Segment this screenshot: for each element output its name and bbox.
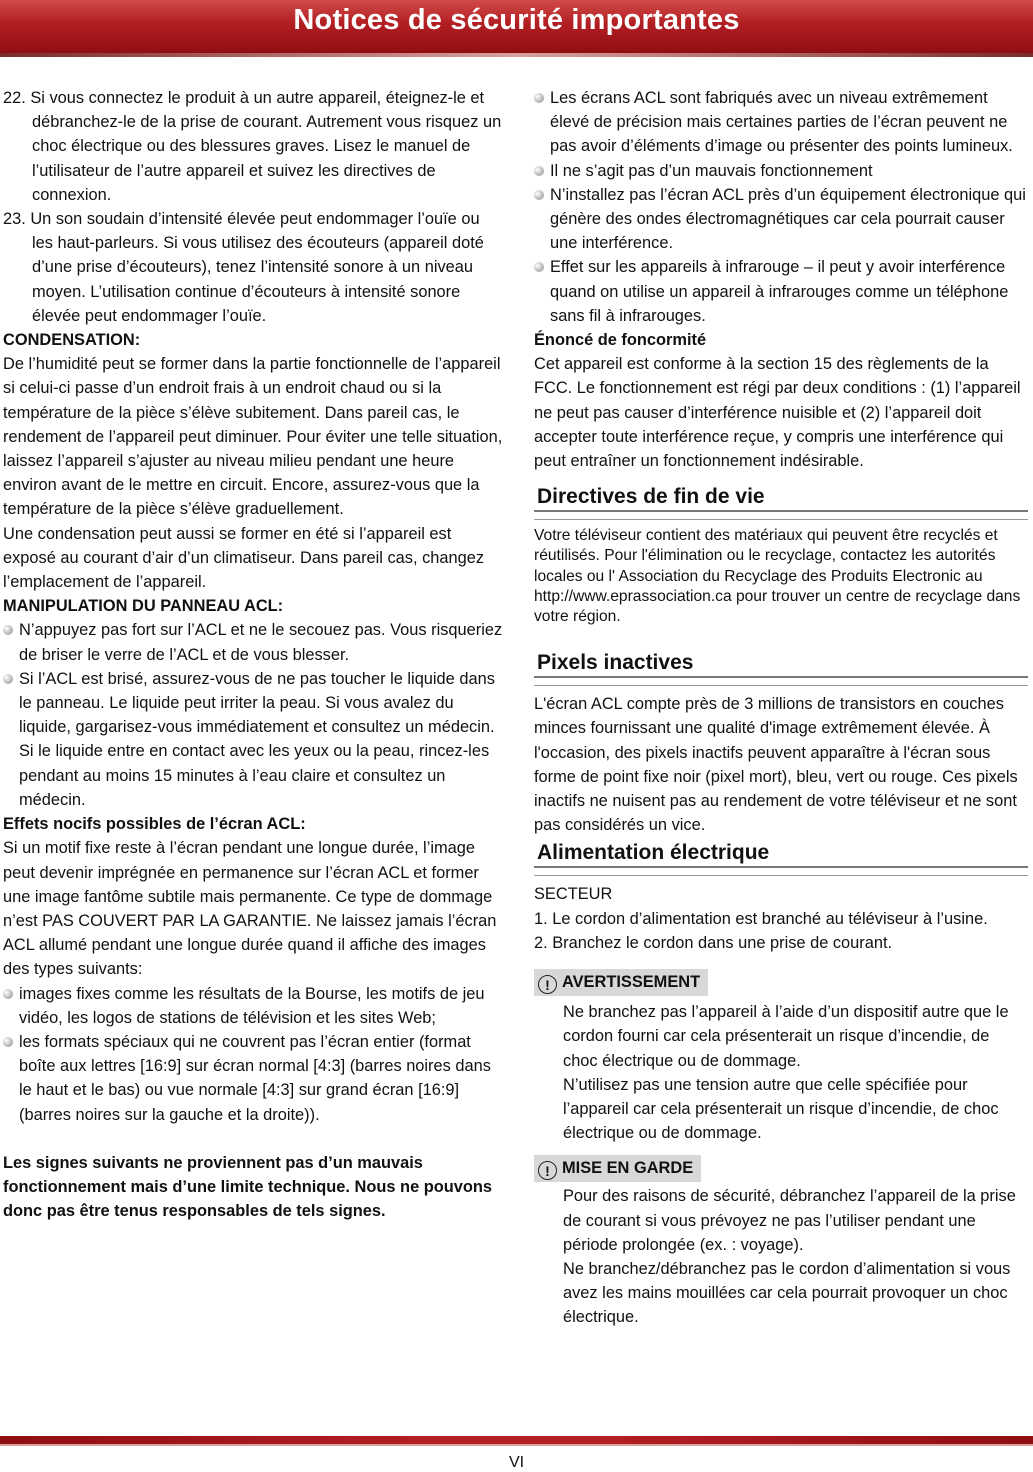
- footer-band: [0, 1436, 1033, 1444]
- effects-bullet-2: les formats spéciaux qui ne couvrent pas l’écran entier (format boîte aux lettres [16:9] sur écran normal [4:3] (barres noires dans le haut et le bas) ou vue normale [4:3] sur grand écran [16:9] (barres noires sur la gauche et la droite)).: [3, 1030, 503, 1127]
- panel-bullet-2: Si l’ACL est brisé, assurez-vous de ne pas toucher le liquide dans le panneau. Le liquide peut irriter la peau. Si vous avalez du liquide, gargarisez-vous immédiatement et consultez un médecin. Si le liquide entre en contact avec les yeux ou la peau, rincez-les pendant au moins 15 minutes à l’eau claire et consultez un médecin.: [3, 667, 503, 812]
- eol-title: Directives de fin de vie: [537, 485, 765, 509]
- power-title: Alimentation électrique: [537, 841, 770, 865]
- power-section-header: [534, 839, 1028, 876]
- power-secteur: SECTEUR: [534, 885, 613, 904]
- lcd-bullet-3: Effet sur les appareils à infrarouge – il peut y avoir interférence quand on utilise un appareil à infrarouges comme un téléphone sans fil à infrarouges.: [534, 255, 1028, 328]
- left-column: [3, 86, 503, 1223]
- pixels-rule: [534, 676, 1028, 686]
- warning-badge: [534, 969, 708, 996]
- caution-paragraph-1: Pour des raisons de sécurité, débranchez l’appareil de la prise de courant si vous prévoyez ne pas l’utiliser pendant une période prolongée (ex. : voyage).: [563, 1187, 1016, 1254]
- power-rule: [534, 866, 1028, 876]
- lcd-bullet-1-continued-text: Il ne s’agit pas d’un mauvais fonctionnement: [550, 161, 873, 180]
- power-step-2: 2. Branchez le cordon dans une prise de courant.: [534, 933, 893, 952]
- caution-badge: [534, 1155, 701, 1182]
- pixels-title: Pixels inactives: [537, 651, 694, 675]
- condensation-paragraph-2: Une condensation peut aussi se former en été si l’appareil est exposé au courant d’air d’un climatiseur. Dans pareil cas, changez l’emplacement de l’appareil.: [3, 524, 485, 592]
- effects-heading: Effets nocifs possibles de l’écran ACL:: [3, 815, 306, 834]
- warning-label: AVERTISSEMENT: [562, 973, 701, 992]
- caution-block: [534, 1184, 1028, 1329]
- page-title: Notices de sécurité importantes: [293, 4, 740, 36]
- eol-section-header: [534, 483, 1028, 520]
- pixels-paragraph: L'écran ACL compte près de 3 millions de transistors en couches minces fournissant une qualité d'image extrêmement élevée. À l'occasion, des pixels inactifs peuvent apparaître à l'écran sous forme de point fixe noir (pixel mort), bleu, vert ou rouge. Ces pixels inactifs ne nuisent pas au rendement de votre téléviseur et ne sont pas considérés un vice.: [534, 695, 1018, 835]
- header-divider: [0, 53, 1033, 57]
- warning-paragraph-2: N’utilisez pas une tension autre que celle spécifiée pour l’appareil car cela présenterait un risque d’incendie, de choc électrique ou de dommage.: [563, 1075, 999, 1143]
- item-23: 23. Un son soudain d’intensité élevée peut endommager l’ouïe ou les haut-parleurs. Si vous utilisez des écouteurs (appareil doté d’une prise d’écouteurs), tenez l’intensité sonore à un niveau moyen. L’utilisation continue d’écouteurs à intensité sonore élevée peut endommager l’ouïe.: [3, 210, 484, 325]
- condensation-heading: CONDENSATION:: [3, 331, 141, 350]
- right-column: [534, 86, 1028, 1330]
- conformity-heading: Énoncé de foncormité: [534, 331, 707, 350]
- power-step-1: 1. Le cordon d’alimentation est branché au téléviseur à l’usine.: [534, 909, 988, 928]
- warning-icon: !: [538, 975, 557, 994]
- technical-limit-note: Les signes suivants ne proviennent pas d’un mauvais fonctionnement mais d’une limite technique. Nous ne pouvons donc pas être tenus responsables de tels signes.: [3, 1153, 493, 1221]
- warning-paragraph-1: Ne branchez pas l’appareil à l’aide d’un dispositif autre que le cordon fourni car cela présenterait un risque d’incendie, de choc électrique ou de dommage.: [563, 1003, 1009, 1070]
- lcd-bullet-1: Les écrans ACL sont fabriqués avec un niveau extrêmement élevé de précision mais certaines parties de l’écran peuvent ne pas avoir d’éléments d’image ou présenter des points lumineux.: [534, 86, 1028, 159]
- effects-paragraph: Si un motif fixe reste à l’écran pendant une longue durée, l’image peut devenir imprégnée en permanence sur l’écran ACL et former une image fantôme subtile mais permanente. Ce type de dommage n’est PAS COUVERT PAR LA GARANTIE. Ne laissez jamais l’écran ACL allumé pendant une longue durée quand il affiche des images des types suivants:: [3, 839, 497, 979]
- panel-bullet-1: N’appuyez pas fort sur l’ACL et ne le secouez pas. Vous risqueriez de briser le verre de l’ACL et de vous blesser.: [3, 618, 503, 666]
- page-number: VI: [508, 1454, 525, 1471]
- pixels-section-header: [534, 649, 1028, 686]
- caution-icon: !: [538, 1161, 557, 1180]
- condensation-paragraph-1: De l’humidité peut se former dans la partie fonctionnelle de l’appareil si celui-ci passe d’un endroit frais à un endroit chaud ou si la température de la pièce s’élève subitement. Dans pareil cas, le rendement de l’appareil peut diminuer. Pour éviter une telle situation, laissez l’appareil s’ajuster au niveau milieu pendant une heure environ avant de le mettre en circuit. Encore, assurez-vous que la température de la pièce s’élève graduellement.: [3, 355, 503, 519]
- spacer: [3, 1127, 503, 1151]
- conformity-paragraph: Cet appareil est conforme à la section 15 des règlements de la FCC. Le fonctionnement est régi par deux conditions : (1) l’appareil ne peut pas causer d’interférence nuisible et (2) l’appareil doit accepter toute interférence reçue, y compris une interférence qui peut entraîner un fonctionnement indésirable.: [534, 355, 1021, 471]
- page-header: [0, 0, 1033, 53]
- eol-rule: [534, 510, 1028, 520]
- item-22: 22. Si vous connectez le produit à un autre appareil, éteignez-le et débranchez-le de la prise de courant. Autrement vous risquez un choc électrique ou des blessures graves. Lisez le manuel de l’utilisateur de l’autre appareil et suivez les directives de connexion.: [3, 89, 502, 204]
- lcd-bullet-2: N’installez pas l’écran ACL près d’un équipement électronique qui génère des ondes électromagnétiques car cela pourrait causer une interférence.: [534, 183, 1028, 256]
- eol-paragraph: Votre téléviseur contient des matériaux qui peuvent être recyclés et réutilisés. Pour l'élimination ou le recyclage, contactez les autorités locales ou l' Association du Recyclage des Produits Electronic au http://www.eprassociation.ca pour trouver un centre de recyclage dans votre région.: [534, 527, 1021, 626]
- warning-block: [534, 1000, 1028, 1145]
- panel-heading: MANIPULATION DU PANNEAU ACL:: [3, 597, 284, 616]
- footer-line: [0, 1444, 1033, 1446]
- caution-label: MISE EN GARDE: [562, 1159, 694, 1178]
- lcd-bullet-1-continued: [534, 159, 1028, 183]
- effects-bullet-1: images fixes comme les résultats de la Bourse, les motifs de jeu vidéo, les logos de stations de télévision et les sites Web;: [3, 982, 503, 1030]
- caution-paragraph-2: Ne branchez/débranchez pas le cordon d’alimentation si vous avez les mains mouillées car cela pourrait provoquer un choc électrique.: [563, 1259, 1011, 1327]
